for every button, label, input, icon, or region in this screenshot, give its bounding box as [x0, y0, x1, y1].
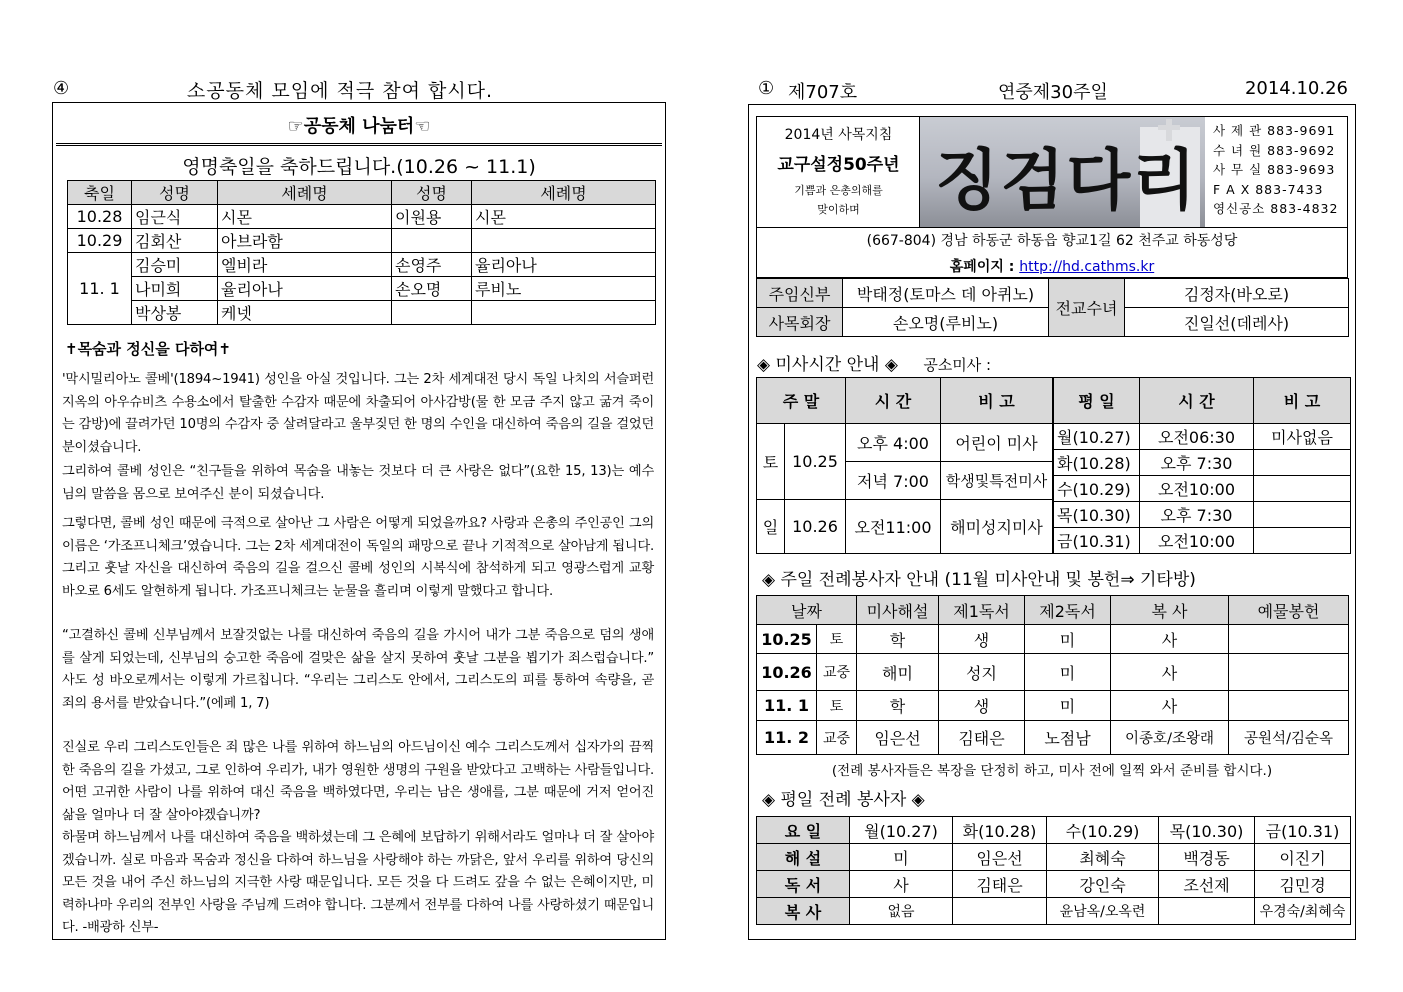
- motto-sub: 기쁨과 은총의해를: [794, 184, 883, 197]
- left-header-title: 소공동체 모임에 적극 참여 합시다.: [186, 80, 494, 102]
- header-day: 월(10.27): [850, 817, 953, 844]
- header-day: 화(10.28): [953, 817, 1047, 844]
- weekday-mass-table: [1053, 377, 1351, 554]
- header-weekend: 주 말: [757, 378, 846, 424]
- header-weekday: 평 일: [1054, 378, 1140, 424]
- mass-time: 저녁 7:00: [846, 462, 941, 500]
- service-cell: 사: [1111, 625, 1229, 654]
- baptismal-name: [472, 301, 656, 325]
- service-cell: 성지: [939, 654, 1025, 691]
- liturgical-sunday: 연중제30주일: [998, 82, 1108, 103]
- header-baptismal-name: 세례명: [472, 181, 656, 205]
- service-cell: 백경동: [1159, 844, 1255, 871]
- church-photo: [920, 117, 1205, 227]
- service-cell: 강인숙: [1047, 871, 1159, 898]
- table-header-row: [757, 378, 1053, 424]
- header-note: 비 고: [1254, 378, 1351, 424]
- table-row: [757, 871, 1351, 898]
- service-cell: 노점남: [1025, 721, 1111, 755]
- weekday-label: 월(10.27): [1054, 424, 1140, 450]
- feast-day-title: 영명축일을 축하드립니다.(10.26 ~ 11.1): [182, 156, 536, 178]
- service-cell: 이종호/조왕래: [1111, 721, 1229, 755]
- table-row: [68, 205, 656, 229]
- issue-date: 2014.10.26: [1244, 78, 1348, 99]
- person-name: 김회산: [132, 229, 218, 253]
- article-paragraph: “고결하신 콜베 신부님께서 보잘것없는 나를 대신하여 죽음의 길을 가시어 내가 그분 죽음으로 덤의 생애를 살게 되었는데, 신부님의 숭고한 죽음에 걸맞은 삶을 살지 못하여 훗날 그분을 뵙기가 죄스럽습니다.” 사도 성 바오로께서는 이렇게 가르칩니다. “우리는 그리스도 안에서, 그리스도의 피를 통하여 속량을, 곧 죄의 용서를 받았습니다.”(에페 1, 7): [62, 628, 654, 711]
- motto-year: 2014년 사목지침: [784, 127, 893, 143]
- article-paragraph: 그리하여 콜베 성인은 “친구들을 위하여 목숨을 내놓는 것보다 더 큰 사랑은 없다”(요한 15, 13)는 예수님의 말씀을 몸으로 보여주신 분이 되셨습니다.: [62, 464, 654, 502]
- mass-note: [1254, 502, 1351, 528]
- table-row: [1054, 476, 1351, 502]
- service-cell: 윤남옥/오옥련: [1047, 898, 1159, 925]
- table-row: [68, 253, 656, 277]
- sister-name: 진일선(데레사): [1125, 308, 1349, 337]
- service-cell: 학: [857, 625, 939, 654]
- article-paragraph: 진실로 우리 그리스도인들은 죄 많은 나를 위하여 하느님의 아드님이신 예수 그리스도께서 십자가의 끔찍한 죽음의 길을 가셨고, 그로 인하여 우리가, 내가 영원한 생명의 구원을 받았다고 고백하는 사람들입니다. 어떤 고귀한 사람이 나를 위하여 대신 죽음을 백하였다면, 우리는 남은 생애를, 그분 때문에 거저 얻어진 삶을 얼마나 더 잘 살아야겠습니까?: [62, 740, 654, 823]
- article-paragraph: 그렇다면, 콜베 성인 때문에 극적으로 살아난 그 사람은 어떻게 되었을까요? 사랑과 은총의 주인공인 그의 이름은 ‘가조프니체크’였습니다. 그는 2차 세계대전이 독일의 패망으로 끝나 기적적으로 살아남게 됩니다. 그리고 훗날 자신을 대신하여 죽음의 길을 걸으신 콜베 성인의 시복식에 참석하게 되고 영광스럽게 교황 바오로 6세도 알현하게 됩니다. 가조프니체크는 눈물을 흘리며 이렇게 말했다고 합니다.: [62, 516, 654, 599]
- weekend-mass-table: [756, 377, 1053, 554]
- contact-item: 사 제 관 883-9691: [1213, 123, 1336, 138]
- newsletter-logo: 징검다리: [935, 141, 1199, 219]
- article-paragraph: 하물며 하느님께서 나를 대신하여 죽음을 백하셨는데 그 은혜에 보답하기 위해서라도 얼마나 더 잘 살아야겠습니까. 실로 마음과 목숨과 정신을 다하여 하느님을 사랑해야 하는 까닭은, 앞서 우리를 위하여 당신의 모든 것을 내어 주신 하느님의 지극한 사랑 때문입니다. 모든 것을 다 드려도 갚을 수 없는 은혜이지만, 미력하나마 우리의 전부인 사랑을 주님께 드려야 합니다. 그분께서 전부를 다하여 나를 사랑하셨기 때문입니다. -배광하 신부-: [62, 830, 654, 935]
- service-cell: 사: [850, 871, 953, 898]
- service-cell: 미: [1025, 654, 1111, 691]
- church-address: (667-804) 경남 하동군 하동읍 향교1길 62 천주교 하동성당: [866, 233, 1238, 249]
- table-row: [757, 691, 1349, 721]
- mass-time: 오후 7:30: [1140, 450, 1254, 476]
- service-cell: 미: [1025, 625, 1111, 654]
- table-row: [68, 277, 656, 301]
- person-name: 손영주: [392, 253, 472, 277]
- divider: [56, 143, 662, 146]
- service-cell: 임은선: [857, 721, 939, 755]
- mass-time: 오전10:00: [1140, 476, 1254, 502]
- person-name: 김승미: [132, 253, 218, 277]
- header-time: 시 간: [1140, 378, 1254, 424]
- table-row: [1054, 528, 1351, 554]
- mass-note: 미사없음: [1254, 424, 1351, 450]
- homepage-line: [756, 256, 1348, 276]
- header-reading2: 제2독서: [1025, 596, 1111, 625]
- article-title: ✝목숨과 정신을 다하여✝: [65, 340, 231, 358]
- contact-item: 영신공소 883-4832: [1213, 201, 1339, 216]
- contact-list: [1213, 121, 1338, 219]
- person-name: 이원용: [392, 205, 472, 229]
- service-cell: 사: [1111, 691, 1229, 721]
- masthead-banner: [756, 116, 1348, 228]
- service-cell: 공원석/김순옥: [1229, 721, 1349, 755]
- mass-note: [1254, 476, 1351, 502]
- sister-name: 김정자(바오로): [1125, 279, 1349, 308]
- liturgy-note: (전례 봉사자들은 복장을 단정히 하고, 미사 전에 일찍 와서 준비를 합시다.): [831, 763, 1273, 779]
- service-cell: 미: [850, 844, 953, 871]
- table-header-row: [757, 596, 1349, 625]
- baptismal-name: 루비노: [472, 277, 656, 301]
- service-cell: 최혜숙: [1047, 844, 1159, 871]
- mass-time: 오후 4:00: [846, 424, 941, 462]
- sunday-liturgy-table: [756, 595, 1349, 755]
- service-day: 토: [817, 691, 857, 721]
- table-row: [757, 898, 1351, 925]
- service-cell: [953, 898, 1047, 925]
- table-row: [1054, 450, 1351, 476]
- homepage-link[interactable]: http://hd.cathms.kr: [1019, 259, 1155, 275]
- mass-title-text: ◈ 미사시간 안내 ◈: [757, 355, 898, 375]
- mass-note: 해미성지미사: [941, 500, 1053, 554]
- community-sharing-title: ☞공동체 나눔터☜: [287, 116, 431, 137]
- header-feast-date: 축일: [68, 181, 132, 205]
- person-name: [392, 229, 472, 253]
- service-cell: 학: [857, 691, 939, 721]
- sunday-liturgy-title: ◈ 주일 전례봉사자 안내 (11월 미사안내 및 봉헌⇒ 기타방): [762, 570, 1196, 590]
- motto-main: 교구설정50주년: [777, 155, 900, 175]
- table-row: [757, 844, 1351, 871]
- person-name: [392, 301, 472, 325]
- header-altar-server: 복 사: [1111, 596, 1229, 625]
- service-cell: 없음: [850, 898, 953, 925]
- service-day: 교중: [817, 721, 857, 755]
- feast-date: 10.29: [68, 229, 132, 253]
- person-name: 나미희: [132, 277, 218, 301]
- article-paragraph: '막시밀리아노 콜베'(1894~1941) 성인을 아실 것입니다. 그는 2차 세계대전 당시 독일 나치의 서슬퍼런 지옥의 아우슈비츠 수용소에서 탈출한 수감자 때문에 차출되어 아사감방(물 한 모금 주지 않고 굶겨 죽이는 감방)에 끌려가던 10명의 수감자 중 살려달라고 울부짖던 한 명의 수인을 대신하여 죽음의 길을 걸었던 분이셨습니다.: [62, 372, 654, 455]
- day-label: 일: [757, 500, 785, 554]
- baptismal-name: 아브라함: [218, 229, 392, 253]
- sister-label: 전교수녀: [1049, 279, 1125, 337]
- mass-time: 오전10:00: [1140, 528, 1254, 554]
- baptismal-name: 엘비라: [218, 253, 392, 277]
- service-cell: 김태은: [939, 721, 1025, 755]
- table-row: [757, 721, 1349, 755]
- mass-time: 오전11:00: [846, 500, 941, 554]
- baptismal-name: 시몬: [218, 205, 392, 229]
- service-date: 11. 2: [757, 721, 817, 755]
- council-label: 사목회장: [757, 308, 843, 337]
- weekday-label: 화(10.28): [1054, 450, 1140, 476]
- homepage-label: 홈페이지 :: [949, 259, 1020, 275]
- header-weekday: 요 일: [757, 817, 850, 844]
- mass-note: [1254, 450, 1351, 476]
- weekday-label: 수(10.29): [1054, 476, 1140, 502]
- pastor-label: 주임신부: [757, 279, 843, 308]
- table-header-row: [1054, 378, 1351, 424]
- weekday-label: 금(10.31): [1054, 528, 1140, 554]
- table-row: [757, 500, 1053, 554]
- weekday-liturgy-table: [756, 816, 1351, 925]
- header-commentary: 미사해설: [857, 596, 939, 625]
- service-cell: [1159, 898, 1255, 925]
- staff-table: [756, 278, 1349, 337]
- mass-time-title: [757, 350, 991, 375]
- page-number-1: ①: [758, 78, 775, 99]
- role-label: 해 설: [757, 844, 850, 871]
- service-cell: 미: [1025, 691, 1111, 721]
- baptismal-name: 율리아나: [218, 277, 392, 301]
- header-day: 목(10.30): [1159, 817, 1255, 844]
- service-day: 토: [817, 625, 857, 654]
- page-number-4: ④: [53, 78, 70, 99]
- service-cell: 김태은: [953, 871, 1047, 898]
- service-cell: 임은선: [953, 844, 1047, 871]
- service-cell: 김민경: [1255, 871, 1351, 898]
- table-row: [757, 424, 1053, 462]
- table-header-row: [68, 181, 656, 205]
- mass-note: 어린이 미사: [941, 424, 1053, 462]
- feast-date: 11. 1: [68, 253, 132, 325]
- contact-item: 사 무 실 883-9693: [1213, 162, 1336, 177]
- table-row: [68, 229, 656, 253]
- table-row: [757, 279, 1349, 308]
- header-name: 성명: [392, 181, 472, 205]
- feast-day-table: [67, 180, 656, 325]
- baptismal-name: 율리아나: [472, 253, 656, 277]
- service-cell: [1229, 654, 1349, 691]
- header-reading1: 제1독서: [939, 596, 1025, 625]
- contact-item: F A X 883-7433: [1213, 181, 1324, 197]
- mass-date: 10.25: [785, 424, 846, 500]
- table-row: [68, 301, 656, 325]
- pastor-name: 박태정(토마스 데 아퀴노): [843, 279, 1049, 308]
- table-row: [1054, 502, 1351, 528]
- table-row: [757, 625, 1349, 654]
- service-date: 11. 1: [757, 691, 817, 721]
- contact-item: 수 녀 원 883-9692: [1213, 142, 1336, 158]
- service-cell: 사: [1111, 654, 1229, 691]
- header-name: 성명: [132, 181, 218, 205]
- mass-time: 오전06:30: [1140, 424, 1254, 450]
- header-note: 비 고: [941, 378, 1053, 424]
- header-date: 날짜: [757, 596, 857, 625]
- mass-note: 학생및특전미사: [941, 462, 1053, 500]
- table-row: [1054, 424, 1351, 450]
- mass-note: [1254, 528, 1351, 554]
- baptismal-name: 케넷: [218, 301, 392, 325]
- service-cell: 우경숙/최혜숙: [1255, 898, 1351, 925]
- weekday-liturgy-title: ◈ 평일 전례 봉사자 ◈: [762, 790, 925, 810]
- service-cell: [1229, 691, 1349, 721]
- day-label: 토: [757, 424, 785, 500]
- service-cell: 이진기: [1255, 844, 1351, 871]
- weekday-label: 목(10.30): [1054, 502, 1140, 528]
- service-date: 10.26: [757, 654, 817, 691]
- header-day: 금(10.31): [1255, 817, 1351, 844]
- table-row: [757, 654, 1349, 691]
- service-cell: [1229, 625, 1349, 654]
- service-cell: 해미: [857, 654, 939, 691]
- header-time: 시 간: [846, 378, 941, 424]
- mission-mass-label: 공소미사 :: [923, 356, 992, 374]
- baptismal-name: 시몬: [472, 205, 656, 229]
- service-day: 교중: [817, 654, 857, 691]
- council-name: 손오명(루비노): [843, 308, 1049, 337]
- service-date: 10.25: [757, 625, 817, 654]
- service-cell: 생: [939, 691, 1025, 721]
- header-offering: 예물봉헌: [1229, 596, 1349, 625]
- person-name: 박상봉: [132, 301, 218, 325]
- service-cell: 생: [939, 625, 1025, 654]
- header-day: 수(10.29): [1047, 817, 1159, 844]
- header-baptismal-name: 세례명: [218, 181, 392, 205]
- mass-time: 오후 7:30: [1140, 502, 1254, 528]
- person-name: 임근식: [132, 205, 218, 229]
- issue-number: 제707호: [788, 82, 858, 103]
- pastoral-motto-box: [757, 117, 920, 227]
- feast-date: 10.28: [68, 205, 132, 229]
- person-name: 손오명: [392, 277, 472, 301]
- baptismal-name: [472, 229, 656, 253]
- service-cell: 조선제: [1159, 871, 1255, 898]
- role-label: 복 사: [757, 898, 850, 925]
- mass-date: 10.26: [785, 500, 846, 554]
- role-label: 독 서: [757, 871, 850, 898]
- motto-sub: 맞이하며: [817, 203, 860, 216]
- table-header-row: [757, 817, 1351, 844]
